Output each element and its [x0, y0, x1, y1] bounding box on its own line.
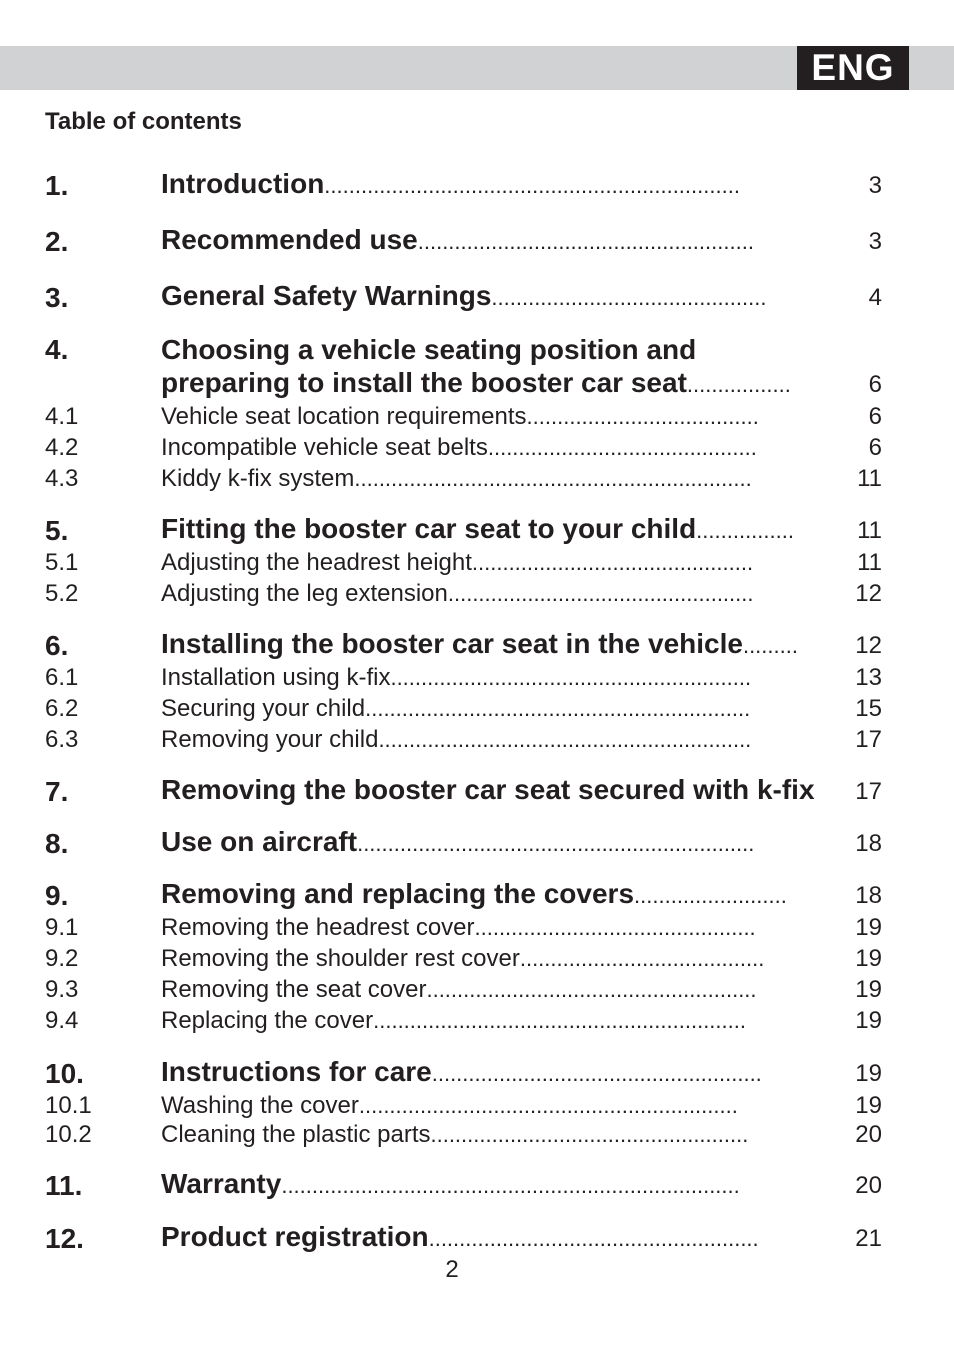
toc-entry-number: 3.: [45, 282, 69, 313]
toc-entry-number: 10.: [45, 1058, 84, 1089]
toc-entry-title: Replacing the cover.............................................................: [161, 1007, 746, 1034]
toc-entry-number: 6.: [45, 630, 69, 661]
toc-entry-title: Washing the cover..............................................................: [161, 1092, 738, 1119]
toc-entry-number: 4.: [45, 334, 69, 365]
toc-entry-title: Recommended use.......................................................: [161, 225, 754, 255]
toc-entry-page: 19: [855, 945, 882, 972]
toc-entry-page: 19: [855, 1060, 882, 1087]
toc-entry-number: 9.: [45, 880, 69, 911]
toc-entry-9-1[interactable]: [0, 909, 954, 943]
toc-entry-4-1[interactable]: [0, 398, 954, 432]
toc-entry-title: Installation using k-fix...........................................................: [161, 664, 752, 691]
toc-entry-title: Use on aircraft.................................................................: [161, 827, 755, 857]
toc-entry-page: 11: [857, 517, 882, 544]
toc-entry-number: 7.: [45, 776, 69, 807]
toc-entry-1[interactable]: [0, 167, 954, 201]
toc-entry-number: 5.: [45, 515, 69, 546]
toc-entry-page: 13: [855, 664, 882, 691]
toc-entry-title: Fitting the booster car seat to your child................: [161, 514, 794, 544]
toc-entry-4-continued[interactable]: [0, 366, 954, 400]
toc-entry-7[interactable]: [0, 773, 954, 807]
toc-entry-12[interactable]: [0, 1220, 954, 1254]
toc-entry-page: 6: [868, 371, 882, 398]
toc-entry-2[interactable]: [0, 223, 954, 257]
toc-entry-page: 20: [855, 1121, 882, 1148]
toc-entry-number: 9.3: [45, 976, 79, 1003]
toc-entry-page: 19: [855, 1007, 882, 1034]
toc-entry-number: 5.1: [45, 549, 79, 576]
toc-entry-number: 6.1: [45, 664, 79, 691]
toc-entry-number: 1.: [45, 170, 69, 201]
toc-entry-page: 19: [855, 914, 882, 941]
toc-entry-page: 17: [855, 726, 882, 753]
toc-entry-title: Cleaning the plastic parts....................................................: [161, 1121, 749, 1148]
toc-entry-4-2[interactable]: [0, 429, 954, 463]
toc-entry-5-1[interactable]: [0, 544, 954, 578]
toc-entry-page: 20: [855, 1172, 882, 1199]
toc-entry-10-2[interactable]: [0, 1116, 954, 1150]
toc-entry-title: Warranty...........................................................................: [161, 1169, 740, 1199]
toc-entry-title: Securing your child...............................................................: [161, 695, 751, 722]
toc-entry-title: Removing the seat cover......................................................: [161, 976, 757, 1003]
toc-entry-page: 21: [855, 1225, 882, 1252]
toc-entry-page: 6: [868, 403, 882, 430]
toc-entry-number: 10.1: [45, 1092, 92, 1119]
toc-entry-4-3[interactable]: [0, 460, 954, 494]
toc-entry-number: 9.1: [45, 914, 79, 941]
toc-entry-page: 19: [855, 976, 882, 1003]
toc-entry-title: preparing to install the booster car seat.................: [161, 368, 791, 398]
toc-entry-title: Product registration......................................................: [161, 1222, 759, 1252]
language-badge: ENG: [797, 46, 909, 90]
toc-entry-number: 9.2: [45, 945, 79, 972]
toc-entry-page: 15: [855, 695, 882, 722]
toc-entry-number: 6.3: [45, 726, 79, 753]
toc-entry-number: 4.2: [45, 434, 79, 461]
toc-entry-title: Instructions for care......................................................: [161, 1057, 762, 1087]
toc-entry-number: 5.2: [45, 580, 79, 607]
toc-entry-title: Vehicle seat location requirements......................................: [161, 403, 759, 430]
toc-entry-page: 6: [868, 434, 882, 461]
toc-entry-title: Incompatible vehicle seat belts............................................: [161, 434, 757, 461]
toc-entry-title: Installing the booster car seat in the vehicle.........: [161, 629, 798, 659]
toc-entry-10[interactable]: [0, 1055, 954, 1089]
toc-entry-9-3[interactable]: [0, 971, 954, 1005]
toc-entry-title: General Safety Warnings.............................................: [161, 281, 767, 311]
toc-entry-page: 12: [855, 580, 882, 607]
toc-entry-number: 4.3: [45, 465, 79, 492]
toc-entry-title: Removing and replacing the covers.........................: [161, 879, 787, 909]
toc-entry-title: Kiddy k-fix system.................................................................: [161, 465, 752, 492]
toc-entry-6-3[interactable]: [0, 721, 954, 755]
toc-entry-page: 18: [855, 830, 882, 857]
toc-entry-5-2[interactable]: [0, 575, 954, 609]
toc-entry-page: 11: [857, 465, 882, 492]
toc-entry-title: Removing the headrest cover..............................................: [161, 914, 756, 941]
toc-entry-9[interactable]: [0, 877, 954, 911]
toc-entry-page: 3: [868, 228, 882, 255]
toc-entry-6-1[interactable]: [0, 659, 954, 693]
toc-entry-number: 11.: [45, 1170, 83, 1201]
toc-entry-title: Adjusting the leg extension..................................................: [161, 580, 754, 607]
toc-entry-4[interactable]: [0, 331, 954, 365]
toc-entry-title: Removing your child.............................................................: [161, 726, 752, 753]
toc-entry-title: Removing the shoulder rest cover........................................: [161, 945, 765, 972]
toc-entry-page: 11: [857, 549, 882, 576]
toc-entry-6[interactable]: [0, 627, 954, 661]
toc-entry-11[interactable]: [0, 1167, 954, 1201]
toc-entry-number: 4.1: [45, 403, 79, 430]
toc-entry-number: 9.4: [45, 1007, 79, 1034]
toc-entry-5[interactable]: [0, 512, 954, 546]
toc-entry-title: Adjusting the headrest height..............................................: [161, 549, 754, 576]
toc-entry-number: 6.2: [45, 695, 79, 722]
toc-entry-title-line1: Choosing a vehicle seating position and: [161, 335, 697, 365]
toc-entry-number: 8.: [45, 828, 69, 859]
toc-entry-number: 10.2: [45, 1121, 92, 1148]
toc-entry-6-2[interactable]: [0, 690, 954, 724]
toc-entry-page: 4: [868, 284, 882, 311]
toc-entry-page: 12: [855, 632, 882, 659]
page-number: 2: [445, 1256, 459, 1283]
toc-entry-page: 17: [855, 778, 882, 805]
toc-entry-page: 18: [855, 882, 882, 909]
toc-entry-title: Removing the booster car seat secured with k-fix: [161, 775, 815, 805]
toc-entry-page: 3: [868, 172, 882, 199]
toc-entry-title: Introduction....................................................................: [161, 169, 740, 199]
toc-entry-page: 19: [855, 1092, 882, 1119]
toc-entry-9-2[interactable]: [0, 940, 954, 974]
toc-entry-number: 12.: [45, 1223, 84, 1254]
toc-entry-number: 2.: [45, 226, 69, 257]
toc-entry-9-4[interactable]: [0, 1002, 954, 1036]
toc-heading: Table of contents: [45, 108, 242, 135]
toc-entry-3[interactable]: [0, 279, 954, 313]
toc-entry-8[interactable]: [0, 825, 954, 859]
